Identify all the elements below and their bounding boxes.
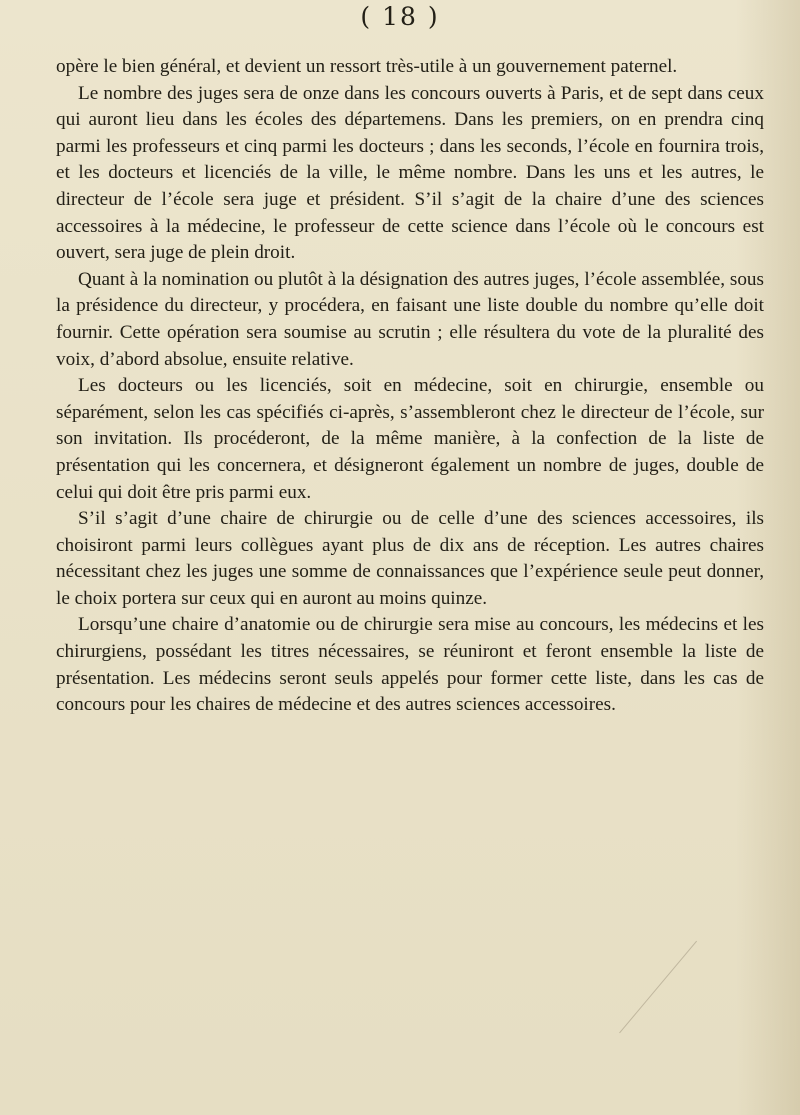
paragraph-2: Le nombre des juges sera de onze dans les concours ouverts à Paris, et de sept dans ceux qui auront lieu dans les écoles des départemens. Dans les premiers, on en prendra cinq parmi les professeurs et cinq parmi les docteurs ; dans les seconds, l’école en fournira trois, et les docteurs et licenciés de la ville, le même nombre. Dans les uns et les autres, le directeur de l’école sera juge et président. S’il s’agit de la chaire d’une des sciences accessoires à la médecine, le professeur de cette science dans l’école où le concours est ouvert, sera juge de plein droit.: [56, 82, 764, 264]
page-body: [56, 54, 764, 719]
paragraph-3: Quant à la nomination ou plutôt à la désignation des autres juges, l’école assemblée, sous la présidence du directeur, y procédera, en faisant une liste double du nombre qu’elle doit fournir. Cette opération sera soumise au scrutin ; elle résultera du vote de la pluralité des voix, d’abord absolue, ensuite relative.: [56, 268, 764, 370]
paper-crease: [535, 870, 697, 1033]
paragraph-4: Les docteurs ou les licenciés, soit en médecine, soit en chirurgie, ensemble ou séparément, selon les cas spécifiés ci-après, s’assembleront chez le directeur de l’école, sur son invitation. Ils procéderont, de la même manière, à la confection de la liste de présentation qui les concernera, et désigneront également un nombre de juges, double de celui qui doit être pris parmi eux.: [56, 375, 764, 503]
paragraph-1: opère le bien général, et devient un ressort très-utile à un gouvernement paternel.: [56, 56, 678, 77]
paragraph-6: Lorsqu’une chaire d’anatomie ou de chirurgie sera mise au concours, les médecins et les chirurgiens, possédant les titres nécessaires, se réuniront et feront ensemble la liste de présentation. Les médecins seront seuls appelés pour former cette liste, dans les cas de concours pour les chaires de médecine et des autres sciences accessoires.: [56, 614, 764, 716]
paragraph-5: S’il s’agit d’une chaire de chirurgie ou de celle d’une des sciences accessoires, ils choisiront parmi leurs collègues ayant plus de dix ans de réception. Les autres chaires nécessitant chez les juges une somme de connaissances que l’expérience seule peut donner, le choix portera sur ceux qui en auront au moins quinze.: [56, 508, 764, 609]
page-number: ( 18 ): [360, 2, 440, 31]
